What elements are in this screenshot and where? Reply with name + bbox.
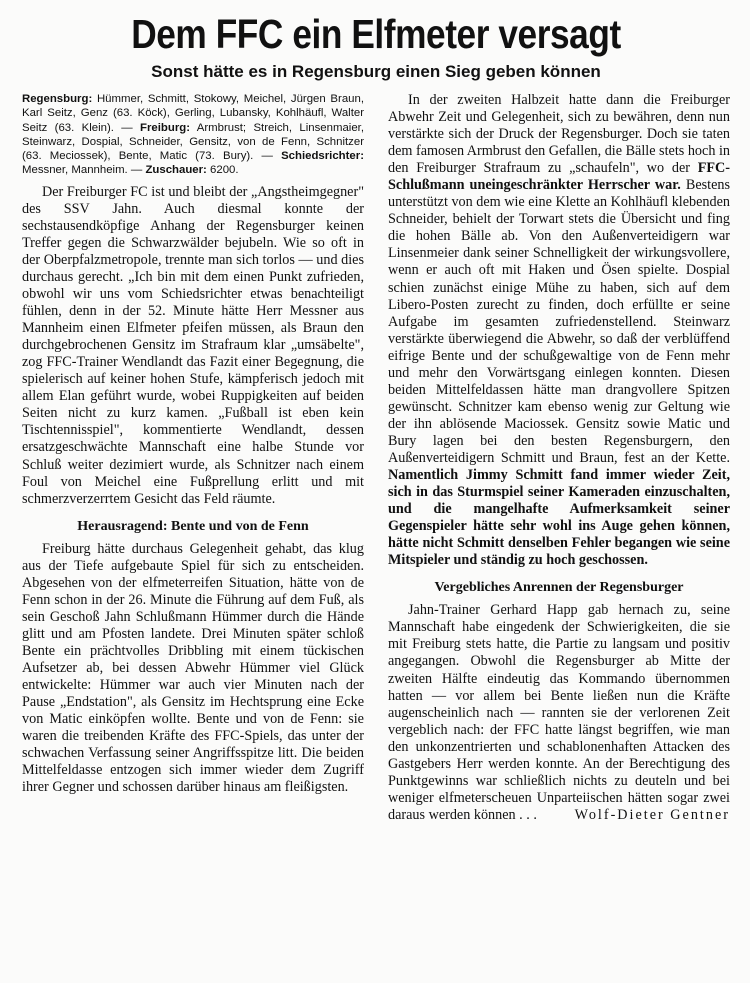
right-column: [388, 92, 730, 824]
regensburg-label: Regensburg:: [22, 93, 93, 105]
left-paragraph-1: Der Freiburger FC ist und bleibt der „Angstheimgegner" des SSV Jahn. Auch diesmal konnte der sechstausendköpfige Anhang der Regensburger keinen Treffer gegen die Schwarzwälder bejubeln. Wie so oft in der Oberpfalzmetropole, trennte man sich torlos — und dies durchaus gerecht. „Ich bin mit dem einen Punkt zufrieden, obwohl wir uns vom Schiedsrichter etwas benachteiligt fühlen, denn in der 52. Minute hätte Herr Messner aus Mannheim einen Elfmeter pfeifen müssen, als Braun den durchgebrochenen Gensitz im Strafraum klar „umsäbelte", zog FFC-Trainer Wendlandt das Fazit einer Begegnung, die spielerisch auf keiner hohen Stufe, kämpferisch jedoch mit allem Elan geführt wurde, wobei Ruppigkeiten auf beiden Seiten nicht zu kurz kamen. „Fußball ist eben kein Tischtennisspiel", kommentierte Wendlandt, dessen ersatzgeschwächte Mannschaft eine halbe Stunde vor Schluß weiter dezimiert wurde, als Schnitzer nach einem Foul von Meichel eine Fußprellung erlitt und mit schmerzverzerrtem Gesicht das Feld räumte.: [22, 183, 364, 507]
article-columns: [22, 92, 730, 824]
spectators-label: Zuschauer:: [145, 164, 207, 177]
referee-label: Schiedsrichter:: [281, 150, 364, 163]
spectators: 6200.: [206, 164, 239, 177]
right-subheading: Vergebliches Anrennen der Regensburger: [434, 580, 684, 596]
team-lineups: [22, 92, 364, 178]
left-subheading: Herausragend: Bente und von de Fenn: [77, 518, 309, 534]
right-p1-bold-d: Namentlich Jimmy Schmitt fand immer wieder Zeit, sich in das Sturmspiel seiner Kameraden einzuschalten, und die mangelhafte Aufmerksamkeit seiner Gegenspieler hätte sehr wohl ins Auge gehen können, hätte nicht Schmitt denselben Fehler begangen wie seine Mitspieler und ständig zu hoch geschossen.: [388, 467, 730, 569]
freiburg-label: Freiburg:: [140, 121, 191, 134]
byline: Wolf-Dieter Gentner: [574, 806, 730, 823]
subheadline: Sonst hätte es in Regensburg einen Sieg geben können: [151, 62, 601, 81]
headline: Dem FFC ein Elfmeter versagt: [131, 11, 621, 57]
referee: Messner, Mannheim. —: [22, 164, 146, 177]
right-p1-text-c: Bestens unterstützt von dem wie eine Klette an Kohlhäufl klebenden Schneider, behielt der Torwart stets die Übersicht und fing die hohen Bälle ab. Von den Außenverteidigern war Linsenmeier dank seiner Schnelligkeit der wirkungsvollere, wenn er auch oft mit Haken und Ösen spielte. Dospial schien zunächst einige Mühe zu haben, sich auf dem Libero-Posten zurecht zu finden, doch erfüllte er seine Aufgabe im gesamten zufriedenstellend. Steinwarz verstärkte überwiegend die Abwehr, so daß der verblüffend eifrige Bente und der schußgewaltige von de Fenn mehr und mehr den Vorwärtsgang einlegen konnten. Diesen beiden Mittelfeldassen hätte man drangvollere Spitzen gewünscht. Schnitzer kam ebenso wenig zur Geltung wie der ihn ablösende Maciossek. Gensitz sowie Matic und Bury lagen bei den besten Regensburgern, den Außenverteidigern Schmitt und Braun, fest an der Kette.: [388, 177, 730, 466]
left-column: [22, 92, 364, 796]
right-p1-bold-a: FFC-Schlußmann uneingeschränkter Herrscher war.: [388, 160, 730, 194]
left-paragraph-2: Freiburg hätte durchaus Gelegenheit gehabt, das klug aus der Tiefe aufgebaute Spiel für sich zu entscheiden. Abgesehen von der elfmeterreifen Situation, hätte von de Fenn schon in der 26. Minute die Führung auf dem Fuß, als sein Geschoß Jahn Schlußmann Hümmer durch die Hände glitt und am Pfosten landete. Drei Minuten später schloß Bente ein prächtvolles Dribbling mit einem tückischen Aufsetzer ab, bei dessen Abwehr Hümmer viel Glück entwickelte: Hümmer war auch vier Minuten nach der Pause „Endstation", als Gensitz im Hechtsprung eine Ecke von Matic einköpfen wollte. Bente und von de Fenn: sie waren die treibenden Kräfte des FFC-Spiels, das unter der schwachen Verfassung seiner Angriffsspitze litt. Die beiden Mittelfeldasse entzogen sich immer wieder dem Zugriff ihrer Gegner und schossen darüber hinaus am fleißigsten.: [22, 540, 364, 796]
right-p1-text-a: In der zweiten Halbzeit hatte dann die Freiburger Abwehr Zeit und Gelegenheit, sich zu bewähren, denn nun verstärkte sich der Druck der Regensburger. Doch sie taten dem famosen Armbrust den Gefallen, die Bälle stets hoch in den Freiburger Strafraum zu „schaufeln", wo der: [388, 92, 730, 177]
right-p2-text: Jahn-Trainer Gerhard Happ gab hernach zu, seine Mannschaft habe eingedenk der Schwierigkeiten, die sie mit Freiburg stets hatte, die Partie zu langsam und positiv angegangen. Obwohl die Regensburger ab Mitte der zweiten Hälfte eindeutig das Kommando übernommen hatten — vor allem bei Bente ließen nun die Kräfte augenscheinlich nach — rannten sie der verlorenen Zeit vergeblich nach: der FFC hatte längst begriffen, wie man den unkonzentrierten und schablonenhaften Attacken des Gastgebers Herr werden konnte. An der Berechtigung des Punktgewinns war schließlich nichts zu deuteln und bei weniger elfmeterscheuen Unparteiischen hätten sogar zwei daraus werden können . . .: [388, 602, 730, 823]
regensburg-lineup: Hümmer, Schmitt, Stokowy, Meichel, Jürgen Braun, Karl Seitz, Genz (63. Köck), Gerling, Lubansky, Kohlhäufl, Walter Seitz (63. Klein). —: [22, 93, 364, 134]
freiburg-lineup: Armbrust; Streich, Linsenmaier, Steinwarz, Dospial, Schneider, Gensitz, von de Fenn, Schnitzer (63. Meciossek), Bente, Matic (73. Bury). —: [22, 121, 364, 163]
right-paragraph-1: [388, 92, 730, 569]
right-paragraph-2: [388, 602, 730, 824]
